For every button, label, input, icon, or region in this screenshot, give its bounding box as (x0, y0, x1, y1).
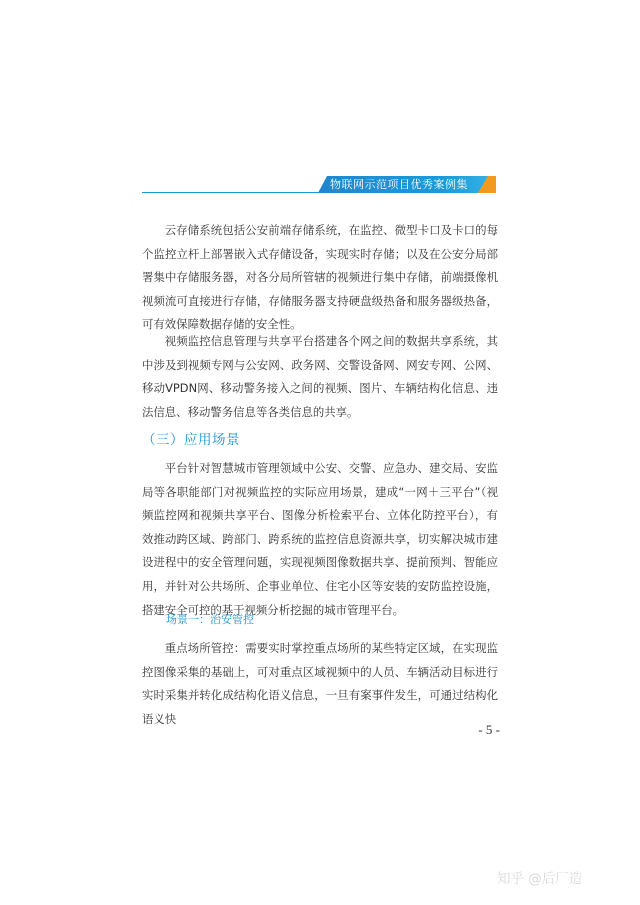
watermark: 知乎 @后厂造 (497, 871, 583, 887)
scene-title: 场景一：治安管控 (166, 613, 254, 626)
paragraph-cloud-storage: 云存储系统包括公安前端存储系统，在监控、微型卡口及卡口的每个监控立杆上部署嵌入式存储设备，实现实时存储；以及在公安分局部署集中存储服务器，对各分局所管辖的视频进行集中存储，前端摄像机视频流可直接进行存储，存储服务器支持硬盘级热备和服务器级热备，可有效保障数据存储的安全性。 (142, 223, 498, 332)
paragraph-key-site-control: 重点场所管控：需要实时掌控重点场所的某些特定区域，在实现监控图像采集的基础上，可对重点区域视频中的人员、车辆活动目标进行实时采集并转化成结构化语义信息，一旦有案事件发生，可通过结构化语义快 (142, 641, 498, 726)
paragraph-video-sharing: 视频监控信息管理与共享平台搭建各个网之间的数据共享系统，其中涉及到视频专网与公安网、政务网、交警设备网、网安专网、公网、移动VPDN网、移动警务接入之间的视频、图片、车辆结构化信息、违法信息、移动警务信息等各类信息的共享。 (142, 334, 498, 419)
page-number: - 5 - (478, 722, 500, 737)
section-title: （三）应用场景 (142, 432, 240, 448)
paragraph-application-scenarios: 平台针对智慧城市管理领域中公安、交警、应急办、建交局、安监局等各职能部门对视频监控的实际应用场景，建成“一网＋三平台”（视频监控网和视频共享平台、图像分析检索平台、立体化防控平台），有效推动跨区域、跨部门、跨系统的监控信息资源共享，切实解决城市建设进程中的安全管理问题，实现视频图像数据共享、提前预判、智能应用，并针对公共场所、企事业单位、住宅小区等安装的安防监控设施，搭建安全可控的基于视频分析挖掘的城市管理平台。 (142, 461, 498, 617)
header-ribbon-title: 物联网示范项目优秀案例集 (330, 178, 468, 191)
